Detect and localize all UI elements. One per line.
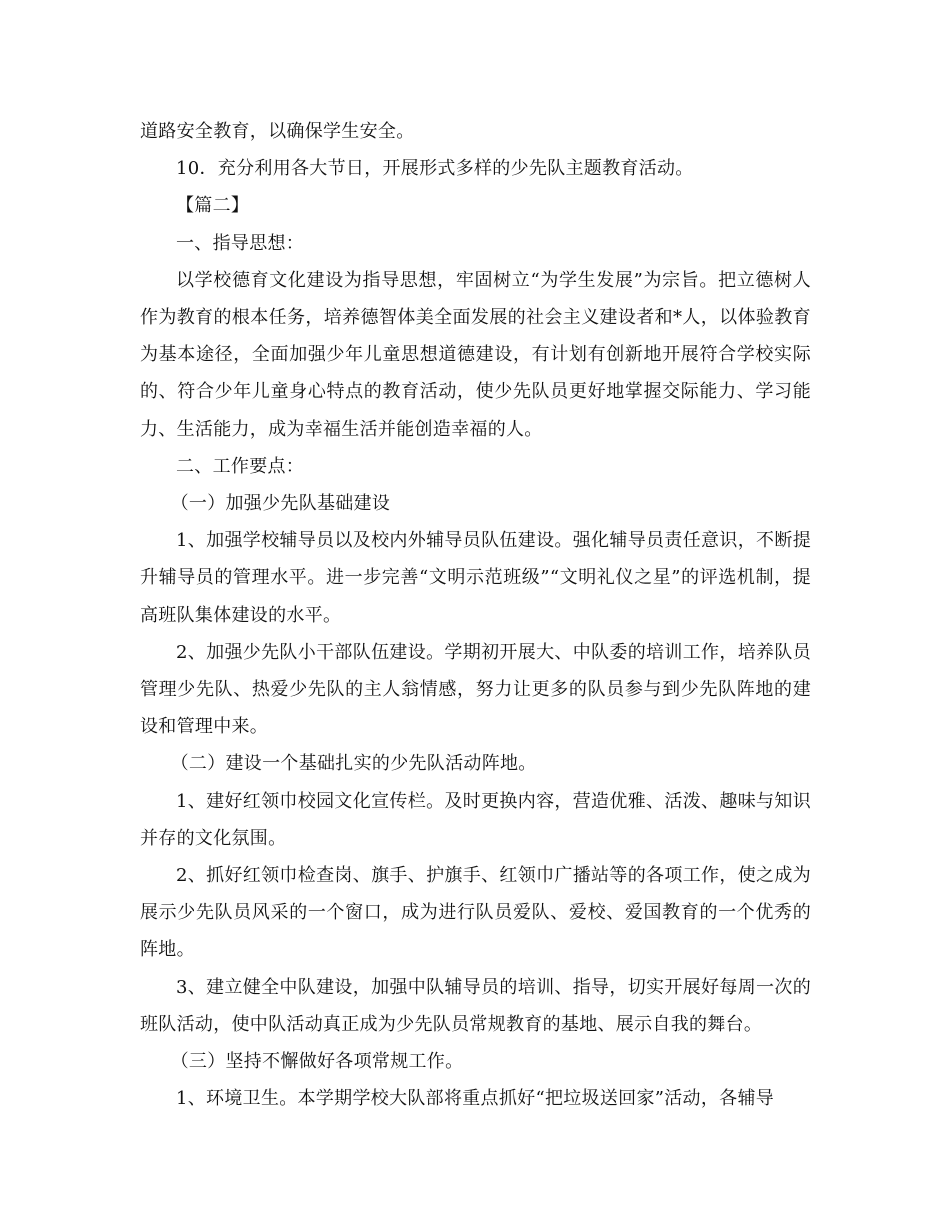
paragraph-inspection-posts: 2、抓好红领巾检查岗、旗手、护旗手、红领巾广播站等的各项工作，使之成为展示少先队员风采的一个窗口，成为进行队员爱队、爱校、爱国教育的一个优秀的阵地。 <box>140 865 811 961</box>
heading-work-points: 二、工作要点： <box>176 455 305 477</box>
paragraph-guiding-ideology: 以学校德育文化建设为指导思想，牢固树立“为学生发展”为宗旨。把立德树人作为教育的根本任务，培养德智体美全面发展的社会主义建设者和*人，以体验教育为基本途径，全面加强少年儿童思想道德建设，有计划有创新地开展符合学校实际的、符合少年儿童身心特点的教育活动，使少先队员更好地掌握交际能力、学习能力、生活能力，成为幸福生活并能创造幸福的人。 <box>140 269 811 440</box>
paragraph-item-10: 10．充分利用各大节日，开展形式多样的少先队主题教育活动。 <box>176 158 694 180</box>
paragraph-squadron-construction: 3、建立健全中队建设，加强中队辅导员的培训、指导，切实开展好每周一次的班队活动，使中队活动真正成为少先队员常规教育的基地、展示自我的舞台。 <box>140 976 811 1035</box>
paragraph-counselor-team: 1、加强学校辅导员以及校内外辅导员队伍建设。强化辅导员责任意识，不断提升辅导员的管理水平。进一步完善“文明示范班级”“文明礼仪之星”的评选机制，提高班队集体建设的水平。 <box>140 530 811 626</box>
paragraph-continuation: 道路安全教育，以确保学生安全。 <box>140 121 415 142</box>
document-body <box>140 113 811 1117</box>
heading-guiding-ideology: 一、指导思想： <box>176 232 305 254</box>
subheading-routine-work: （三）坚持不懈做好各项常规工作。 <box>170 1051 464 1073</box>
section-heading-part-two: 【篇二】 <box>176 195 250 217</box>
paragraph-cadre-team: 2、加强少先队小干部队伍建设。学期初开展大、中队委的培训工作，培养队员管理少先队、热爱少先队的主人翁情感，努力让更多的队员参与到少先队阵地的建设和管理中来。 <box>140 641 811 738</box>
paragraph-bulletin-board: 1、建好红领巾校园文化宣传栏。及时更换内容，营造优雅、活泼、趣味与知识并存的文化氛围。 <box>140 790 811 849</box>
subheading-activity-base: （二）建设一个基础扎实的少先队活动阵地。 <box>170 753 537 775</box>
paragraph-environment-hygiene: 1、环境卫生。本学期学校大队部将重点抓好“把垃圾送回家”活动，各辅导 <box>176 1088 775 1110</box>
subheading-basic-construction: （一）加强少先队基础建设 <box>170 493 391 515</box>
